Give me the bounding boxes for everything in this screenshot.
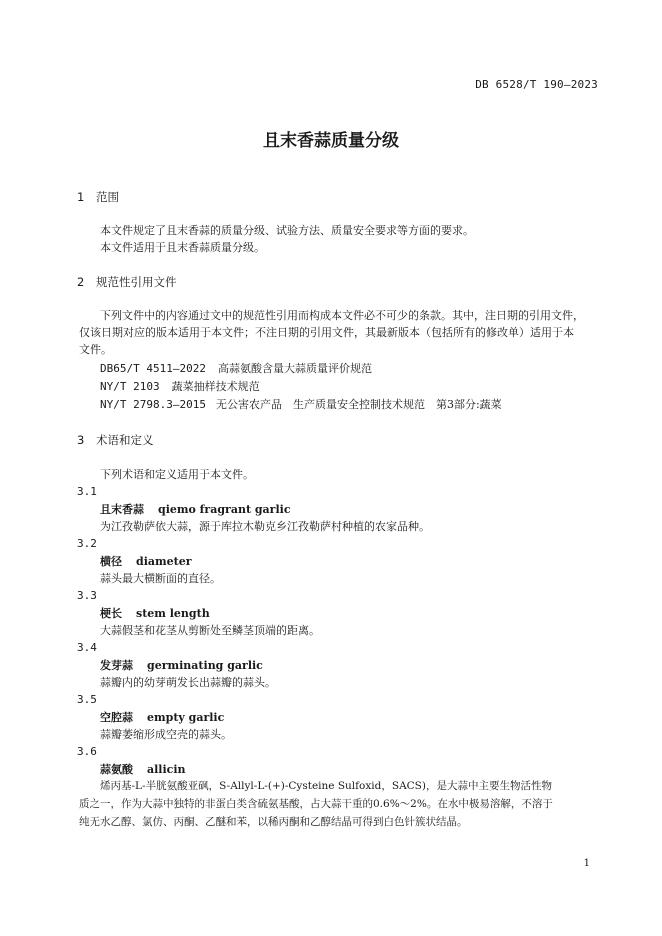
normative-intro-line-3: 文件。 [79, 343, 112, 356]
scope-paragraph-2: 本文件适用于且末香蒜质量分级。 [100, 241, 265, 254]
term-heading [100, 709, 224, 725]
reference-code: DB65/T 4511—2022 [100, 362, 206, 375]
term-english: qiemo fragrant garlic [158, 503, 291, 516]
section-title: 术语和定义 [96, 433, 154, 447]
term-chinese: 空腔蒜 [100, 711, 133, 724]
term-definition: 大蒜假茎和花茎从剪断处至鳞茎顶端的距离。 [100, 624, 320, 637]
term-number: 3.6 [77, 745, 97, 758]
term-definition-line-3: 纯无水乙醇、氯仿、丙酮、乙醚和苯，以稀丙酮和乙醇结晶可得到白色针簇状结晶。 [79, 816, 468, 828]
standard-id: DB 6528/T 190—2023 [475, 78, 598, 91]
terms-intro: 下列术语和定义适用于本文件。 [100, 468, 254, 481]
term-definition: 蒜瓣内的幼芽萌发长出蒜瓣的蒜头。 [100, 676, 276, 689]
term-chinese: 发芽蒜 [100, 659, 133, 672]
term-number: 3.3 [77, 589, 97, 602]
term-chinese: 且末香蒜 [100, 503, 144, 516]
term-heading [100, 605, 210, 621]
term-number: 3.2 [77, 537, 97, 550]
section-heading-scope [77, 189, 119, 205]
term-number: 3.4 [77, 641, 97, 654]
term-number: 3.1 [77, 485, 97, 498]
term-chinese: 梗长 [100, 607, 122, 620]
reference-item [100, 378, 260, 394]
section-number: 3 [77, 433, 85, 447]
term-definition-line-1: 烯丙基-L-半胱氨酸亚砜，S-Allyl-L-(+)-Cysteine Sulfoxid，SACS)，是大蒜中主要生物活性物 [100, 780, 552, 792]
section-title: 范围 [96, 190, 119, 204]
reference-name: 无公害农产品 生产质量安全控制技术规范 第3部分:蔬菜 [215, 398, 502, 411]
term-definition: 蒜头最大横断面的直径。 [100, 572, 221, 585]
section-number: 2 [77, 275, 85, 289]
reference-item [100, 360, 372, 376]
scope-paragraph-1: 本文件规定了且末香蒜的质量分级、试验方法、质量安全要求等方面的要求。 [100, 224, 474, 237]
page-number: 1 [583, 858, 590, 869]
section-heading-terms [77, 432, 154, 448]
section-heading-normative [77, 274, 177, 290]
term-heading [100, 501, 291, 517]
term-english: stem length [136, 607, 210, 620]
reference-code: NY/T 2798.3—2015 [100, 398, 206, 411]
reference-item [100, 396, 502, 412]
normative-intro-line-2: 仅该日期对应的版本适用于本文件；不注日期的引用文件，其最新版本（包括所有的修改单）适用于本 [79, 326, 574, 339]
term-chinese: 横径 [100, 555, 122, 568]
term-definition: 为江孜勒萨依大蒜，源于库拉木勒克乡江孜勒萨村种植的农家品种。 [100, 520, 430, 533]
section-number: 1 [77, 190, 85, 204]
term-definition-line-2: 质之一，作为大蒜中独特的非蛋白类含硫氨基酸，占大蒜干重的0.6%～2%。在水中极易溶解，不溶于 [79, 798, 553, 810]
term-chinese: 蒜氨酸 [100, 763, 133, 776]
term-definition: 蒜瓣萎缩形成空壳的蒜头。 [100, 728, 232, 741]
normative-intro-line-1: 下列文件中的内容通过文中的规范性引用而构成本文件必不可少的条款。其中，注日期的引用文件， [100, 309, 584, 322]
document-title: 且末香蒜质量分级 [263, 131, 399, 151]
term-english: allicin [147, 763, 186, 776]
reference-code: NY/T 2103 [100, 380, 160, 393]
term-heading [100, 553, 192, 569]
term-english: diameter [136, 555, 192, 568]
term-heading [100, 761, 186, 777]
reference-name: 高蒜氨酸含量大蒜质量评价规范 [217, 362, 372, 375]
section-title: 规范性引用文件 [96, 275, 177, 289]
term-english: empty garlic [147, 711, 225, 724]
term-heading [100, 657, 263, 673]
term-number: 3.5 [77, 693, 97, 706]
term-english: germinating garlic [147, 659, 263, 672]
reference-name: 蔬菜抽样技术规范 [171, 380, 260, 393]
